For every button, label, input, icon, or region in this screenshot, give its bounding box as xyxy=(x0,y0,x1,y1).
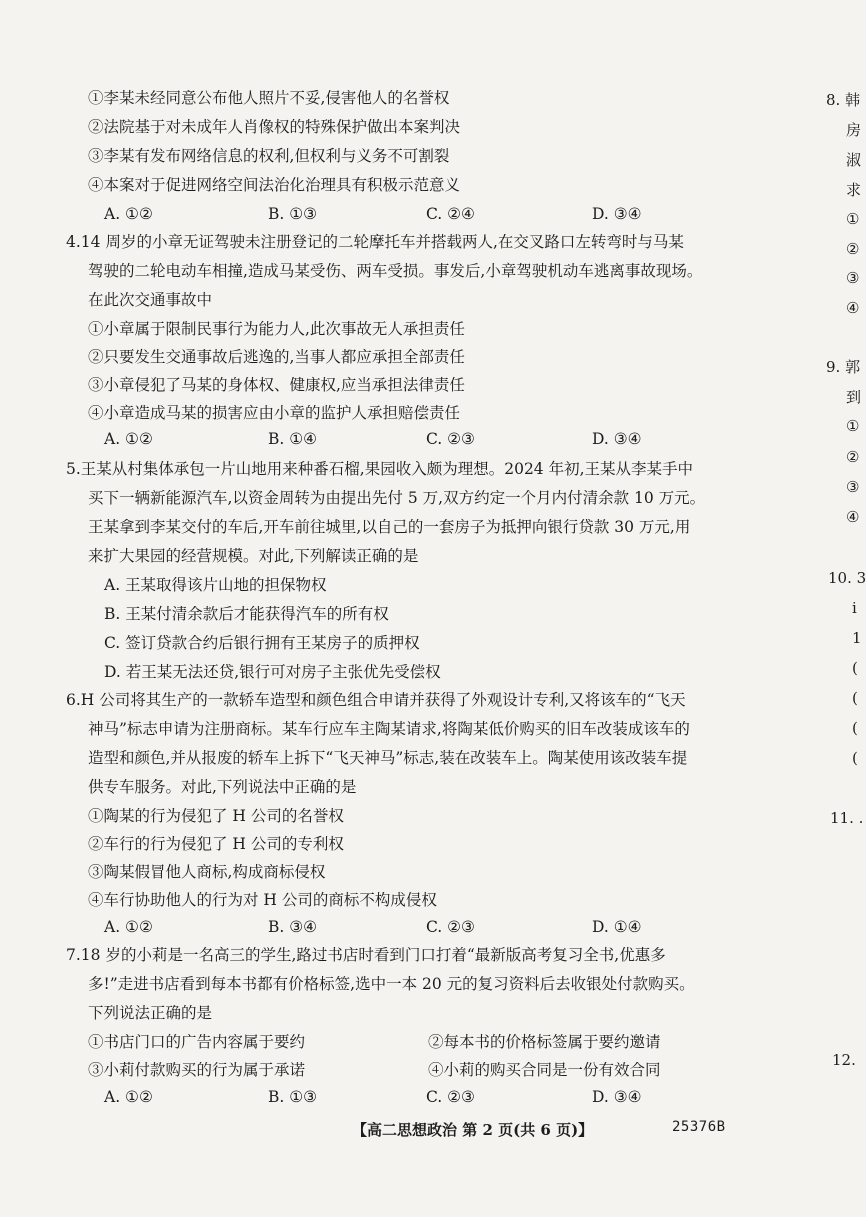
q8-edge-line-5: ① xyxy=(846,210,860,228)
q7-item-1: ①书店门口的广告内容属于要约 xyxy=(88,1033,306,1051)
q3-option-d: D. ③④ xyxy=(592,205,642,223)
q9-edge-line-1: 9. 郭 xyxy=(826,358,861,376)
q4-option-a: A. ①② xyxy=(104,430,153,448)
q7-stem-1: 7.18 岁的小莉是一名高三的学生,路过书店时看到门口打着“最新版高考复习全书,优惠多 xyxy=(66,946,666,964)
q3-item-1: ①李某未经同意公布他人照片不妥,侵害他人的名誉权 xyxy=(88,89,450,107)
q9-edge-line-3: ① xyxy=(846,417,860,435)
q9-edge-line-2: 到 xyxy=(846,388,862,406)
q6-stem-1: 6.H 公司将其生产的一款轿车造型和颜色组合申请并获得了外观设计专利,又将该车的“飞天 xyxy=(66,691,686,709)
q4-item-4: ④小章造成马某的损害应由小章的监护人承担赔偿责任 xyxy=(88,404,461,422)
q6-option-c: C. ②③ xyxy=(426,918,475,936)
page-footer-title: 【高二思想政治 第 2 页(共 6 页)】 xyxy=(352,1121,594,1139)
q7-option-b: B. ①③ xyxy=(268,1088,318,1106)
q4-stem-2: 驾驶的二轮电动车相撞,造成马某受伤、两车受损。事发后,小章驾驶机动车逃离事故现场。 xyxy=(88,262,703,280)
q4-item-1: ①小章属于限制民事行为能力人,此次事故无人承担责任 xyxy=(88,320,465,338)
q7-item-4: ④小莉的购买合同是一份有效合同 xyxy=(428,1061,661,1079)
q4-option-d: D. ③④ xyxy=(592,430,642,448)
q5-option-b: B. 王某付清余款后才能获得汽车的所有权 xyxy=(104,605,389,623)
q6-item-2: ②车行的行为侵犯了 H 公司的专利权 xyxy=(88,835,344,853)
q4-option-b: B. ①④ xyxy=(268,430,318,448)
q6-stem-4: 供专车服务。对此,下列说法中正确的是 xyxy=(88,778,357,796)
q4-stem-1: 4.14 周岁的小章无证驾驶未注册登记的二轮摩托车并搭载两人,在交叉路口左转弯时与马某 xyxy=(66,233,684,251)
q10-edge-line-3: 1 xyxy=(852,629,862,647)
q4-item-2: ②只要发生交通事故后逃逸的,当事人都应承担全部责任 xyxy=(88,348,465,366)
q6-item-4: ④车行协助他人的行为对 H 公司的商标不构成侵权 xyxy=(88,891,437,909)
q3-options xyxy=(104,204,664,224)
q8-edge-line-8: ④ xyxy=(846,299,860,317)
q8-edge-line-2: 房 xyxy=(846,121,862,139)
q8-edge-line-6: ② xyxy=(846,240,860,258)
q8-edge-line-3: 淑 xyxy=(846,151,862,169)
q6-options xyxy=(104,917,664,937)
q3-option-a: A. ①② xyxy=(104,205,153,223)
q7-option-d: D. ③④ xyxy=(592,1088,642,1106)
q10-edge-line-5: ( xyxy=(852,689,858,707)
q6-option-d: D. ①④ xyxy=(592,918,642,936)
q7-option-c: C. ②③ xyxy=(426,1088,475,1106)
q10-edge-line-2: i xyxy=(852,599,857,617)
q9-edge-line-6: ④ xyxy=(846,508,860,526)
q7-options xyxy=(104,1087,664,1107)
q7-stem-3: 下列说法正确的是 xyxy=(88,1004,213,1022)
q10-edge-line-7: ( xyxy=(852,749,858,767)
q8-edge-line-1: 8. 韩 xyxy=(826,91,861,109)
q6-option-a: A. ①② xyxy=(104,918,153,936)
q3-option-c: C. ②④ xyxy=(426,205,475,223)
q7-stem-2: 多!”走进书店看到每本书都有价格标签,选中一本 20 元的复习资料后去收银处付款购买。 xyxy=(88,975,695,993)
q8-edge-line-7: ③ xyxy=(846,269,860,287)
q5-option-a: A. 王某取得该片山地的担保物权 xyxy=(104,576,327,594)
q5-stem-1: 5.王某从村集体承包一片山地用来种番石榴,果园收入颇为理想。2024 年初,王某从李某手中 xyxy=(66,460,694,478)
q7-item-3: ③小莉付款购买的行为属于承诺 xyxy=(88,1061,306,1079)
q4-option-c: C. ②③ xyxy=(426,430,475,448)
q9-edge-line-5: ③ xyxy=(846,478,860,496)
q5-option-d: D. 若王某无法还贷,银行可对房子主张优先受偿权 xyxy=(104,663,441,681)
q3-item-2: ②法院基于对未成年人肖像权的特殊保护做出本案判决 xyxy=(88,118,461,136)
q10-edge-line-4: ( xyxy=(852,659,858,677)
q4-item-3: ③小章侵犯了马某的身体权、健康权,应当承担法律责任 xyxy=(88,376,465,394)
q5-option-c: C. 签订贷款合约后银行拥有王某房子的质押权 xyxy=(104,634,420,652)
q3-item-3: ③李某有发布网络信息的权利,但权利与义务不可割裂 xyxy=(88,147,450,165)
q6-item-1: ①陶某的行为侵犯了 H 公司的名誉权 xyxy=(88,807,344,825)
q10-edge-line-1: 10. 3 xyxy=(828,569,866,587)
q10-edge-line-6: ( xyxy=(852,719,858,737)
q8-edge-line-4: 求 xyxy=(846,181,862,199)
q4-options xyxy=(104,429,664,449)
q12-edge-line: 12. xyxy=(832,1051,856,1069)
q3-option-b: B. ①③ xyxy=(268,205,318,223)
q7-option-a: A. ①② xyxy=(104,1088,153,1106)
q6-item-3: ③陶某假冒他人商标,构成商标侵权 xyxy=(88,863,326,881)
q6-stem-3: 造型和颜色,并从报废的轿车上拆下“飞天神马”标志,装在改装车上。陶某使用该改装车提 xyxy=(88,749,688,767)
q9-edge-line-4: ② xyxy=(846,448,860,466)
q6-stem-2: 神马”标志申请为注册商标。某车行应车主陶某请求,将陶某低价购买的旧车改装成该车的 xyxy=(88,720,690,738)
exam-code: 25376B xyxy=(672,1119,726,1135)
q6-option-b: B. ③④ xyxy=(268,918,318,936)
q5-stem-4: 来扩大果园的经营规模。对此,下列解读正确的是 xyxy=(88,547,419,565)
q5-stem-2: 买下一辆新能源汽车,以资金周转为由提出先付 5 万,双方约定一个月内付清余款 10 万元。 xyxy=(88,489,706,507)
q3-item-4: ④本案对于促进网络空间法治化治理具有积极示范意义 xyxy=(88,176,461,194)
q5-stem-3: 王某拿到李某交付的车后,开车前往城里,以自己的一套房子为抵押向银行贷款 30 万元,用 xyxy=(88,518,691,536)
q7-item-2: ②每本书的价格标签属于要约邀请 xyxy=(428,1033,661,1051)
q11-edge-line: 11. . xyxy=(830,809,864,827)
q4-stem-3: 在此次交通事故中 xyxy=(88,291,213,309)
